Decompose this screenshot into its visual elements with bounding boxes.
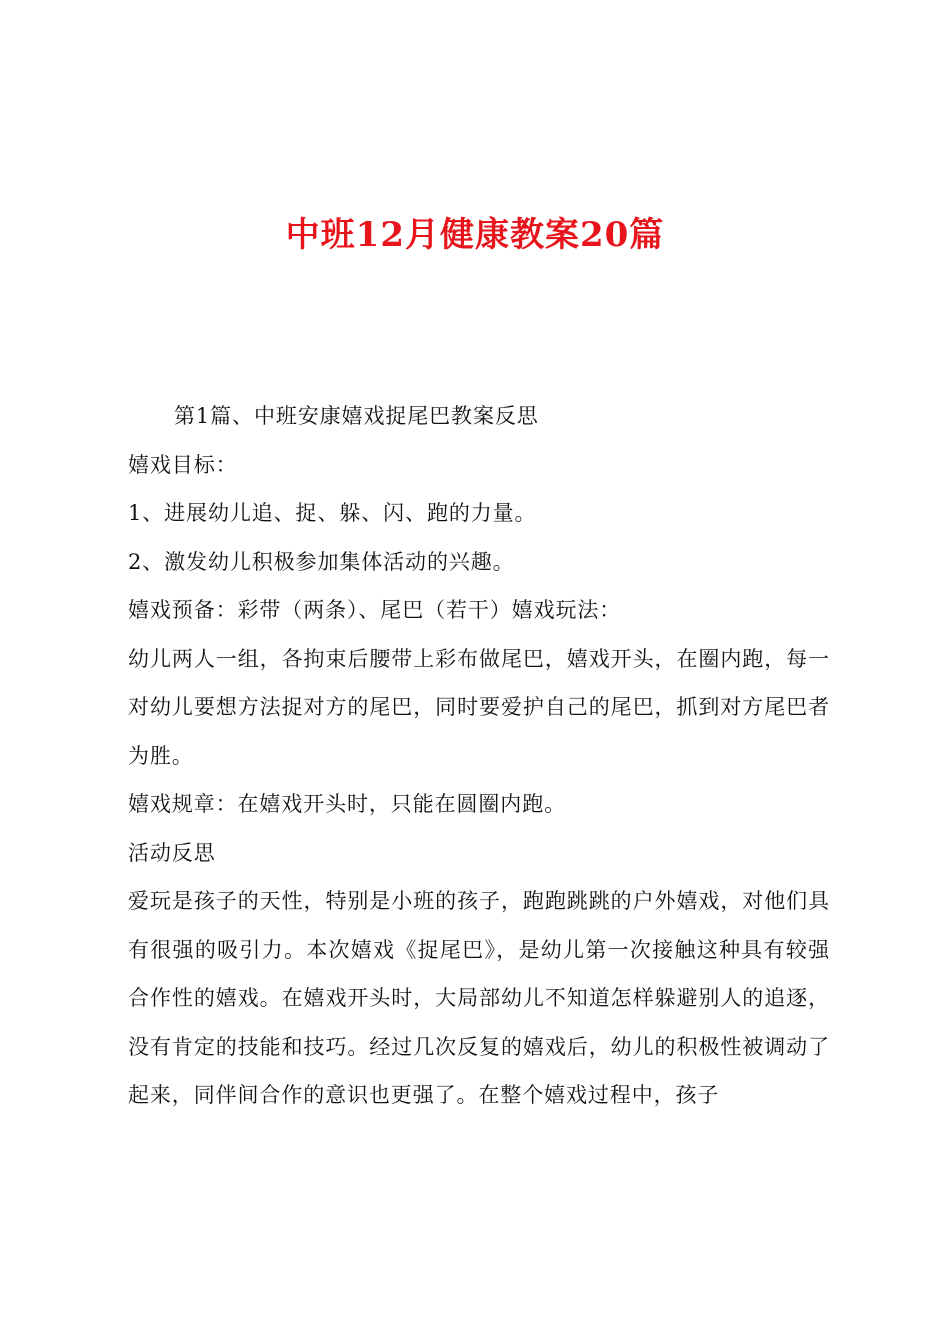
paragraph-game-goal-label: 嬉戏目标：	[128, 452, 238, 477]
paragraph-rules: 嬉戏规章：在嬉戏开头时，只能在圆圈内跑。	[128, 792, 566, 816]
paragraph-reflection: 爱玩是孩子的天性，特别是小班的孩子，跑跑跳跳的户外嬉戏，对他们具有很强的吸引力。本次嬉戏《捉尾巴》，是幼儿第一次接触这种具有较强合作性的嬉戏。在嬉戏开头时，大局部幼儿不知道怎样躲避别人的追逐，没有肯定的技能和技巧。经过几次反复的嬉戏后，幼儿的积极性被调动了起来，同伴间合作的意识也更强了。在整个嬉戏过程中，孩子	[128, 889, 830, 1107]
paragraph-goal-1: 1、进展幼儿追、捉、躲、闪、跑的力量。	[128, 501, 537, 525]
paragraph-preparation: 嬉戏预备：彩带（两条）、尾巴（若干）嬉戏玩法：	[128, 598, 622, 622]
document-body	[128, 392, 830, 1120]
section-heading: 第1篇、中班安康嬉戏捉尾巴教案反思	[174, 404, 539, 428]
paragraph-reflection-label: 活动反思	[128, 840, 216, 865]
document-title: 中班12月健康教案20篇	[285, 215, 665, 255]
paragraph-goal-2: 2、激发幼儿积极参加集体活动的兴趣。	[128, 549, 515, 574]
paragraph-gameplay: 幼儿两人一组，各拘束后腰带上彩布做尾巴，嬉戏开头，在圈内跑，每一对幼儿要想方法捉对方的尾巴，同时要爱护自己的尾巴，抓到对方尾巴者为胜。	[128, 646, 830, 768]
